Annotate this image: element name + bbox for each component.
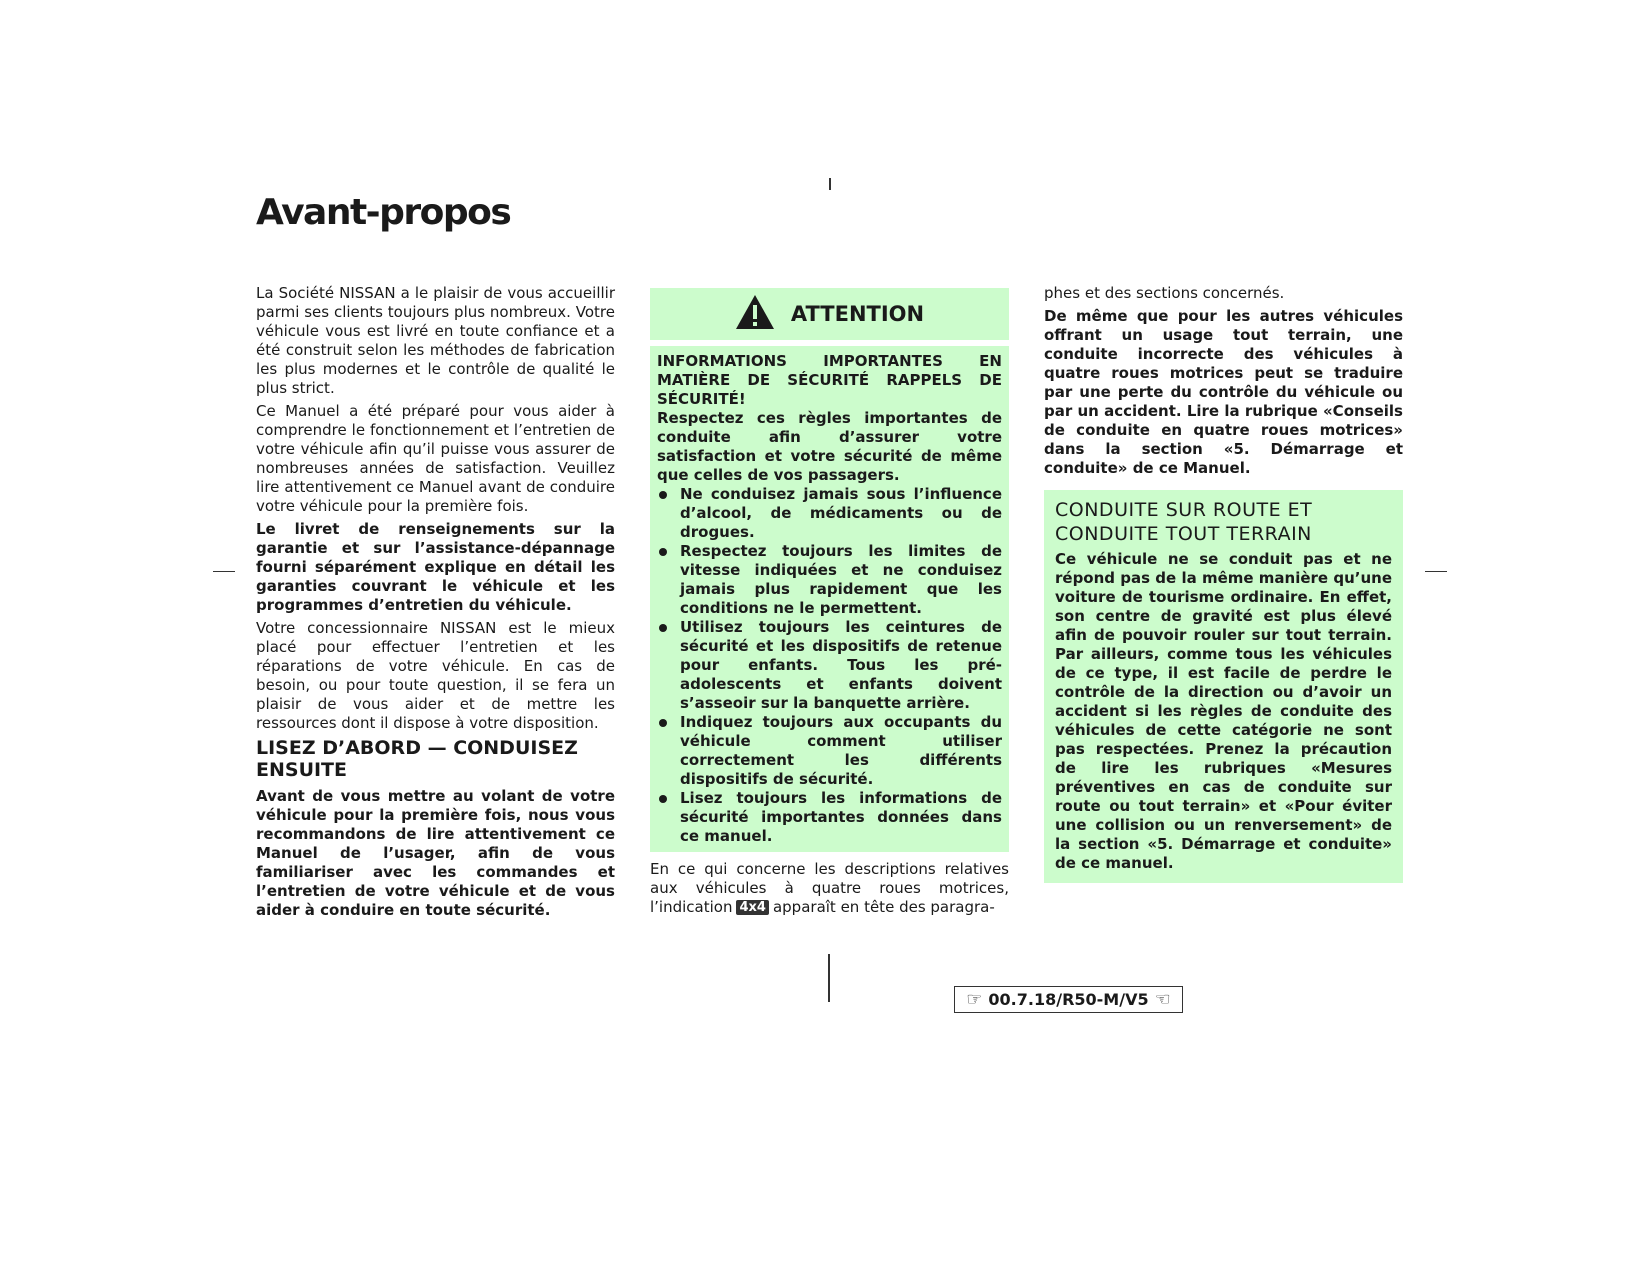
safety-info-title: INFORMATIONS IMPORTANTES EN MATIÈRE DE SÉCURITÉ RAPPELS DE SÉCURITÉ! bbox=[657, 352, 1002, 408]
pointing-hand-right-icon: ☞ bbox=[966, 988, 983, 1010]
offroad-title: CONDUITE SUR ROUTE ET CONDUITE TOUT TERRAIN bbox=[1055, 499, 1313, 545]
column-right bbox=[1044, 284, 1403, 883]
list-item: Ne conduisez jamais sous l’influence d’alcool, de médicaments ou de drogues. bbox=[657, 485, 1002, 542]
pointing-hand-left-icon: ☜ bbox=[1154, 988, 1171, 1010]
column-left bbox=[256, 284, 615, 924]
safety-rules-list bbox=[657, 485, 1002, 846]
document-code-box bbox=[954, 986, 1183, 1013]
list-item: Lisez toujours les informations de sécurité importantes données dans ce manuel. bbox=[657, 789, 1002, 846]
four-wheel-note-end: apparaît en tête des paragra- bbox=[772, 898, 995, 916]
four-by-four-badge: 4x4 bbox=[736, 900, 768, 915]
top-center-mark bbox=[829, 178, 831, 190]
attention-header bbox=[650, 288, 1009, 340]
read-first-heading: LISEZ D’ABORD — CONDUISEZ ENSUITE bbox=[256, 737, 578, 781]
manual-purpose-paragraph: Ce Manuel a été préparé pour vous aider à comprendre le fonctionnement et l’entretien de votre véhicule afin qu’il puisse vous assurer de nombreuses années de satisfaction. Veuillez lire attentivement ce Manuel avant de conduire votre véhicule pour la première fois. bbox=[256, 402, 615, 515]
read-first-paragraph: Avant de vous mettre au volant de votre véhicule pour la première fois, nous vous recommandons de lire attentivement ce Manuel de l’usager, afin de vous familiariser avec les commandes et l’entretien de votre véhicule et de vous aider à conduire en toute sécurité. bbox=[256, 787, 615, 919]
safety-info-intro: Respectez ces règles importantes de conduite afin d’assurer votre satisfaction et votre sécurité de même que celles de vos passagers. bbox=[657, 409, 1002, 484]
list-item: Indiquez toujours aux occupants du véhicule comment utiliser correctement les différents dispositifs de sécurité. bbox=[657, 713, 1002, 789]
column-middle bbox=[650, 288, 1009, 921]
attention-label: ATTENTION bbox=[790, 302, 925, 326]
safety-info-box bbox=[650, 346, 1009, 852]
four-wheel-note bbox=[650, 860, 1009, 917]
warranty-paragraph: Le livret de renseignements sur la garantie et sur l’assistance-dépannage fourni séparément explique en détail les garanties couvrant le véhicule et les programmes d’entretien du véhicule. bbox=[256, 520, 615, 614]
left-side-mark bbox=[213, 571, 235, 572]
offroad-body: Ce véhicule ne se conduit pas et ne répond pas de la même manière qu’une voiture de tourisme ordinaire. En effet, son centre de gravité est plus élevé afin de pouvoir rouler sur tout terrain. Par ailleurs, comme tous les véhicules de ce type, il est facile de perdre le contrôle de la direction ou d’avoir un accident si les règles de conduite des véhicules de cette catégorie ne sont pas respectées. Prenez la précaution de lire les rubriques «Mesures préventives en cas de conduite sur route ou tout terrain» et «Pour éviter une collision ou un renversement» de la section «5. Démarrage et conduite» de ce manuel. bbox=[1055, 550, 1392, 872]
dealer-paragraph: Votre concessionnaire NISSAN est le mieux placé pour effectuer l’entretien et les réparations de votre véhicule. En cas de besoin, ou pour toute question, il se fera un plaisir de vous aider et de mettre les ressources dont il dispose à votre disposition. bbox=[256, 619, 615, 732]
four-wheel-warning-paragraph: De même que pour les autres véhicules offrant un usage tout terrain, une conduite incorrecte des véhicules à quatre roues motrices peut se traduire par une perte du contrôle du véhicule ou par un accident. Lire la rubrique «Conseils de conduite en quatre roues motrices» dans la section «5. Démarrage et conduite» de ce Manuel. bbox=[1044, 307, 1403, 477]
intro-paragraph: La Société NISSAN a le plaisir de vous accueillir parmi ses clients toujours plus nombreux. Votre véhicule vous est livré en toute confiance et a été construit selon les méthodes de fabrication les plus modernes et le contrôle de qualité le plus strict. bbox=[256, 284, 615, 397]
list-item: Respectez toujours les limites de vitesse indiquées et ne conduisez jamais plus rapidement que les conditions ne le permettent. bbox=[657, 542, 1002, 618]
page-title: Avant-propos bbox=[256, 192, 511, 233]
bottom-center-mark bbox=[828, 954, 830, 1002]
four-wheel-note-text: En ce qui concerne les descriptions relatives aux véhicules à quatre roues motrices, l’indication bbox=[650, 860, 1009, 916]
continued-paragraph: phes et des sections concernés. bbox=[1044, 284, 1285, 302]
offroad-box bbox=[1044, 490, 1403, 883]
right-side-mark bbox=[1425, 571, 1447, 572]
list-item: Utilisez toujours les ceintures de sécurité et les dispositifs de retenue pour enfants. Tous les pré-adolescents et enfants doivent s’asseoir sur la banquette arrière. bbox=[657, 618, 1002, 713]
warning-triangle-icon bbox=[735, 294, 775, 335]
document-code: 00.7.18/R50-M/V5 bbox=[988, 990, 1149, 1009]
